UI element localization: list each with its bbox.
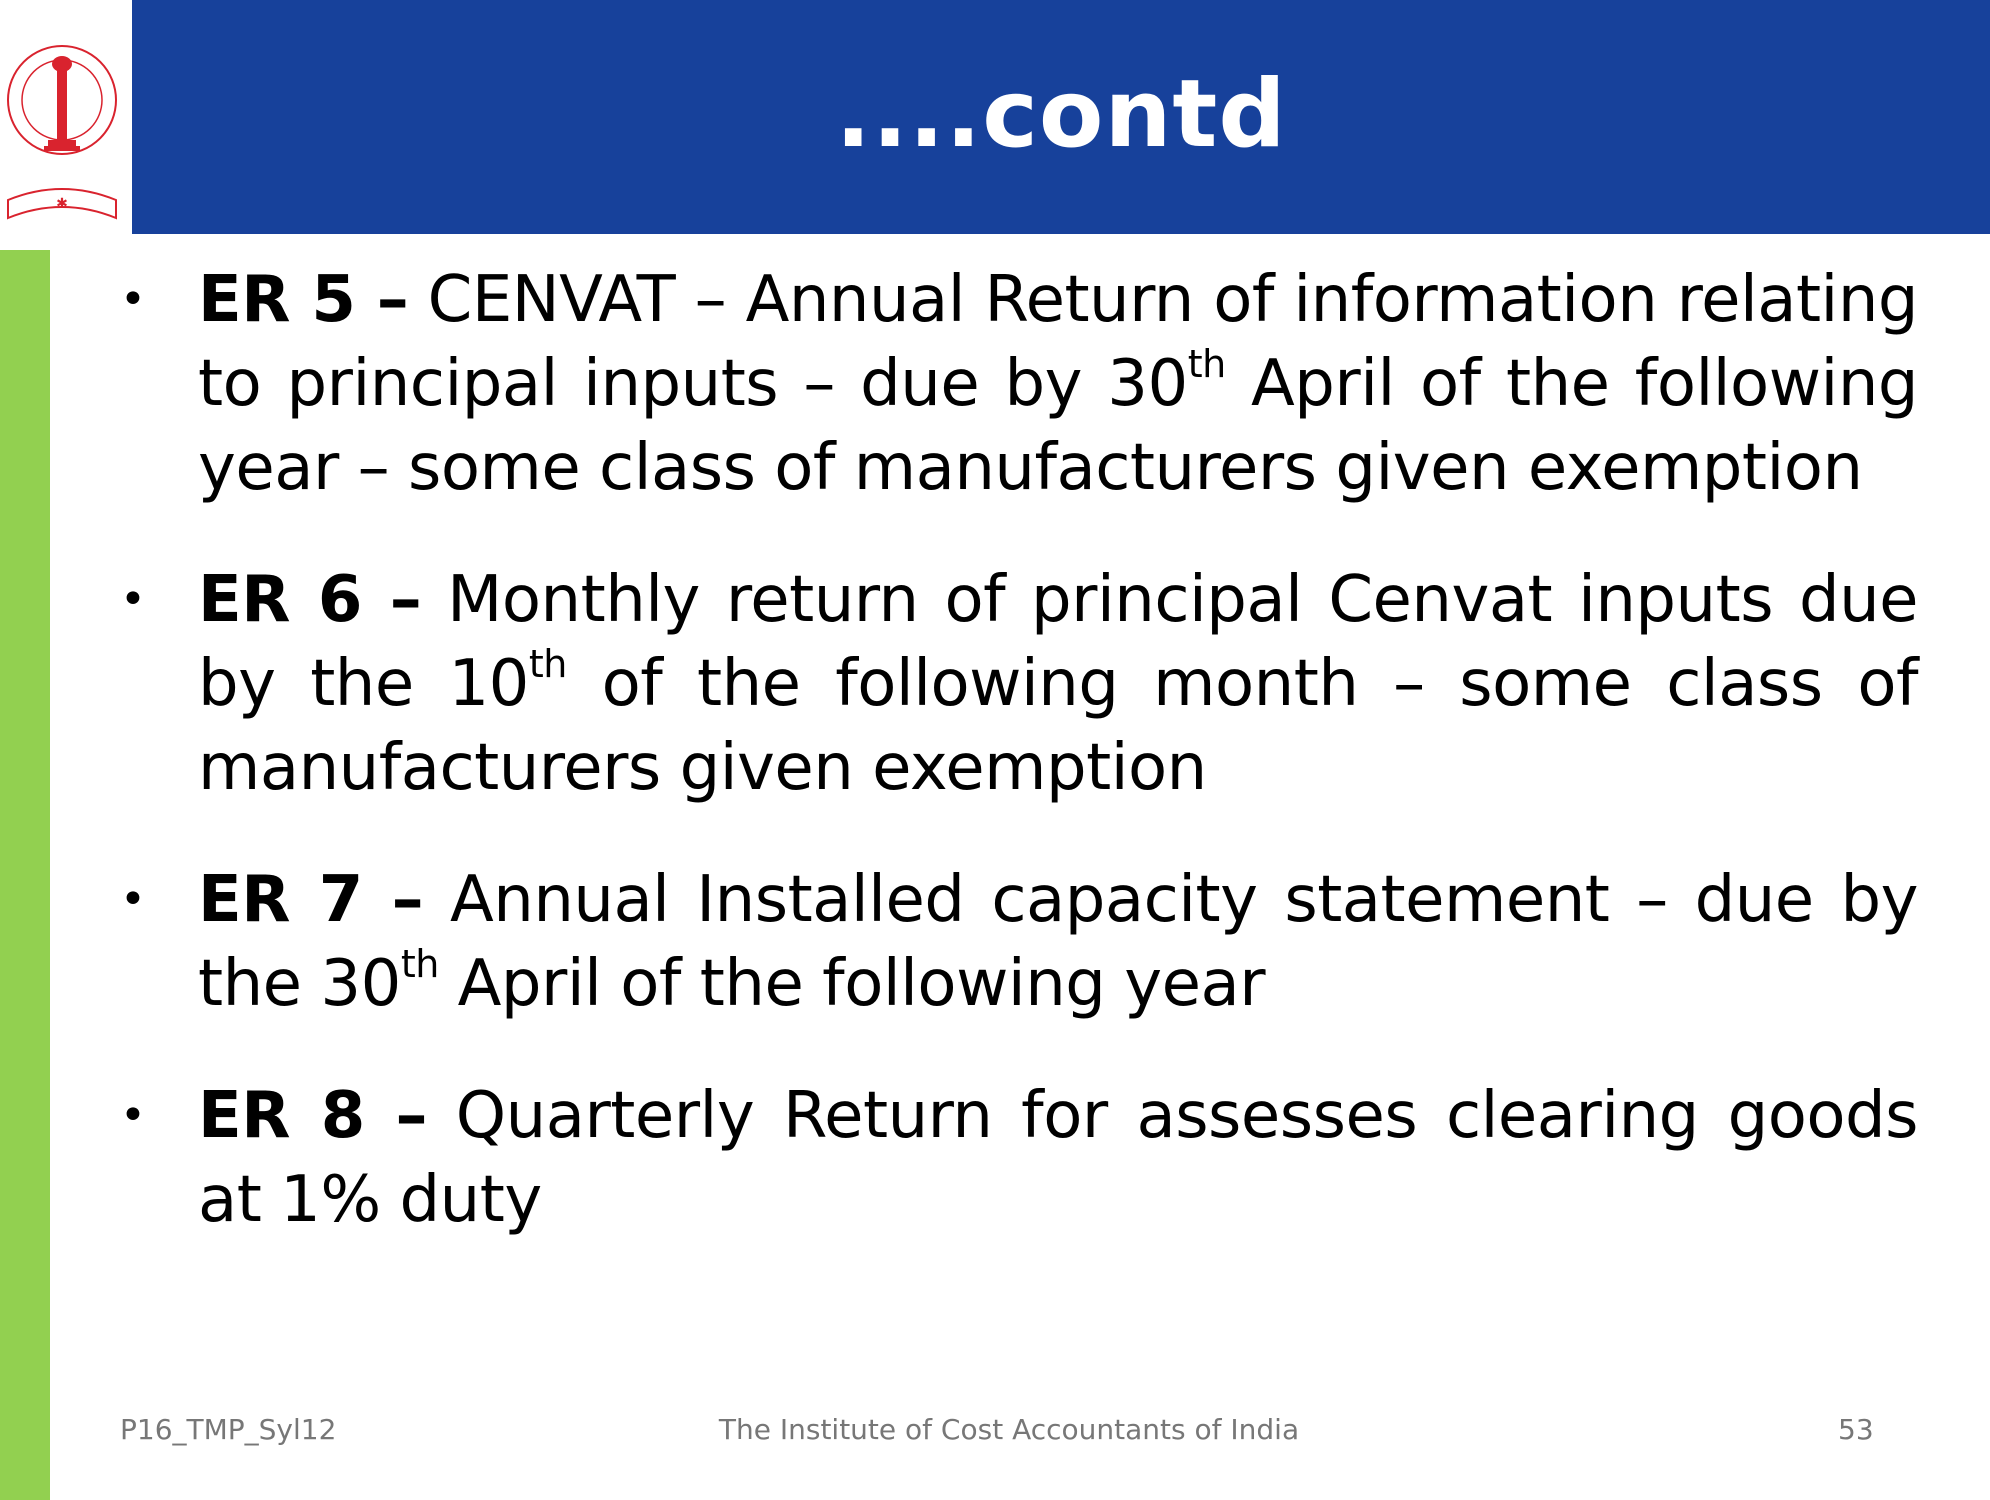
return-form-label: ER 8 – (198, 1079, 427, 1153)
svg-text:✱: ✱ (56, 196, 68, 212)
bullet-icon: • (120, 574, 146, 625)
bullet-text (198, 558, 1918, 810)
ordinal-suffix: th (400, 941, 439, 986)
bullet-description: Monthly return of principal Cenvat inputs due by the 10 (198, 563, 1919, 721)
bullet-description-continued: of the following month – some class of manufacturers given exemption (198, 647, 1918, 805)
bullet-list (110, 258, 1918, 1290)
bullet-text (198, 258, 1918, 510)
ordinal-suffix: th (528, 641, 567, 686)
ordinal-suffix: th (1187, 341, 1226, 386)
bullet-description: CENVAT – Annual Return of information relating to principal inputs – due by 30 (198, 263, 1919, 421)
bullet-icon: • (120, 274, 146, 325)
title-bar (132, 0, 1990, 234)
return-form-label: ER 6 – (198, 563, 422, 637)
list-item (110, 1074, 1918, 1242)
list-item (110, 858, 1918, 1026)
footer-institute-name: The Institute of Cost Accountants of India (718, 1413, 1300, 1446)
list-item (110, 258, 1918, 510)
bullet-text (198, 1074, 1918, 1242)
return-form-label: ER 5 – (198, 263, 409, 337)
logo-emblem-icon (0, 0, 132, 234)
footer-course-code: P16_TMP_Syl12 (120, 1413, 337, 1446)
bullet-description: Annual Installed capacity statement – due by the 30 (198, 863, 1919, 1021)
list-item (110, 558, 1918, 810)
bullet-text (198, 858, 1918, 1026)
bullet-description-continued: April of the following year – some class of manufacturers given exemption (198, 347, 1919, 505)
bullet-description: Quarterly Return for assesses clearing goods at 1% duty (198, 1079, 1918, 1237)
footer-page-number: 53 (1838, 1413, 1874, 1446)
institute-logo (0, 0, 132, 234)
return-form-label: ER 7 – (198, 863, 424, 937)
bullet-icon: • (120, 874, 146, 925)
bullet-icon: • (120, 1090, 146, 1141)
bullet-description-continued: April of the following year (438, 947, 1266, 1021)
slide-title: ....contd (835, 60, 1287, 169)
left-accent-bar (0, 250, 50, 1500)
